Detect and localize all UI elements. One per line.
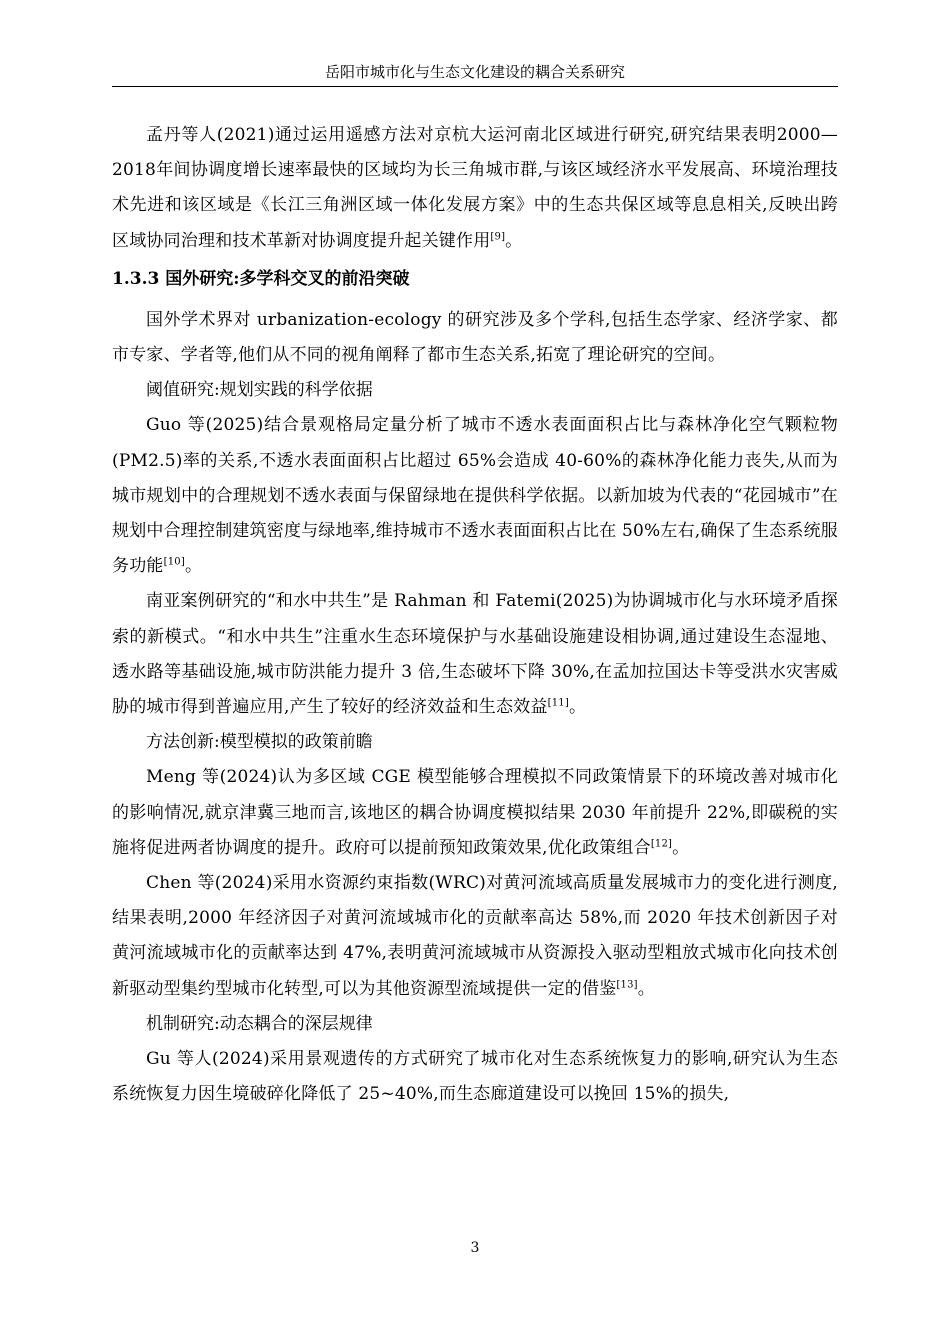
paragraph-text: 国外学术界对 urbanization-ecology 的研究涉及多个学科,包括生态学家、经济学家、都市专家、学者等,他们从不同的视角阐释了都市生态关系,拓宽了理论研究的空间。 bbox=[112, 309, 838, 366]
subheading-mechanism: 机制研究:动态耦合的深层规律 bbox=[146, 1013, 373, 1034]
paragraph-end: 。 bbox=[568, 697, 587, 718]
page-number: 3 bbox=[470, 1240, 480, 1256]
paragraph-end: 。 bbox=[672, 837, 690, 858]
paragraph-foreign-overview bbox=[112, 303, 838, 373]
citation: [9] bbox=[490, 230, 506, 242]
paragraph-guo bbox=[112, 408, 838, 584]
paragraph-meng-dan bbox=[112, 118, 838, 259]
paragraph-rahman bbox=[112, 584, 838, 725]
paragraph-end: 。 bbox=[505, 230, 523, 251]
citation: [12] bbox=[650, 838, 673, 850]
paragraph-text: Meng 等(2024)认为多区域 CGE 模型能够合理模拟不同政策情景下的环境改善对城市化的影响情况,就京津冀三地而言,该地区的耦合协调度模拟结果 2030 年前提升 22%,即碳税的实施将促进两者协调度的提升。政府可以提前预知政策效果,优化政策组合 bbox=[112, 767, 838, 858]
citation: [10] bbox=[163, 556, 185, 568]
paragraph-meng bbox=[112, 760, 838, 866]
paragraph-text: Gu 等人(2024)采用景观遗传的方式研究了城市化对生态系统恢复力的影响,研究认为生态系统恢复力因生境破碎化降低了 25~40%,而生态廊道建设可以挽回 15%的损失, bbox=[112, 1049, 838, 1105]
subheading-method: 方法创新:模型模拟的政策前瞻 bbox=[146, 732, 373, 753]
paragraph-end: 。 bbox=[637, 978, 655, 999]
citation: [13] bbox=[616, 979, 638, 991]
paragraph-end: 。 bbox=[184, 556, 203, 577]
paragraph-text: 孟丹等人(2021)通过运用遥感方法对京杭大运河南北区域进行研究,研究结果表明2000—2018年间协调度增长速率最快的区域均为长三角城市群,与该区域经济水平发展高、环境治理技术先进和该区域是《长江三角洲区域一体化发展方案》中的生态共保区域等息息相关,反映出跨区域协同治理和技术革新对协调度提升起关键作用 bbox=[112, 125, 838, 251]
body-content bbox=[112, 118, 838, 1112]
paragraph-text: Guo 等(2025)结合景观格局定量分析了城市不透水表面面积占比与森林净化空气颗粒物(PM2.5)率的关系,不透水表面面积占比超过 65%会造成 40-60%的森林净化能力丧失,从而为城市规划中的合理规划不透水表面与保留绿地在提供科学依据。以新加坡为代表的“花园城市”在规划中合理控制建筑密度与绿地率,维持城市不透水表面面积占比在 50%左右,确保了生态系统服务功能 bbox=[112, 415, 838, 577]
paragraph-text: Chen 等(2024)采用水资源约束指数(WRC)对黄河流域高质量发展城市力的变化进行测度,结果表明,2000 年经济因子对黄河流域城市化的贡献率高达 58%,而 2020 年技术创新因子对黄河流域城市化的贡献率达到 47%,表明黄河流域城市从资源投入驱动型粗放式城市化向技术创新驱动型集约型城市化转型,可以为其他资源型流域提供一定的借鉴 bbox=[112, 873, 838, 999]
running-header: 岳阳市城市化与生态文化建设的耦合关系研究 bbox=[112, 62, 838, 87]
paragraph-text: 南亚案例研究的“和水中共生”是 Rahman 和 Fatemi(2025)为协调城市化与水环境矛盾探索的新模式。“和水中共生”注重水生态环境保护与水基础设施建设相协调,通过建设生态湿地、透水路等基础设施,城市防洪能力提升 3 倍,生态破坏下降 30%,在孟加拉国达卡等受洪水灾害威胁的城市得到普遍应用,产生了较好的经济效益和生态效益 bbox=[112, 591, 838, 718]
paragraph-gu bbox=[112, 1042, 838, 1112]
section-heading: 1.3.3 国外研究:多学科交叉的前沿突破 bbox=[112, 268, 410, 289]
subheading-threshold: 阈值研究:规划实践的科学依据 bbox=[146, 380, 373, 401]
paragraph-chen bbox=[112, 866, 838, 1007]
citation: [11] bbox=[547, 697, 569, 709]
